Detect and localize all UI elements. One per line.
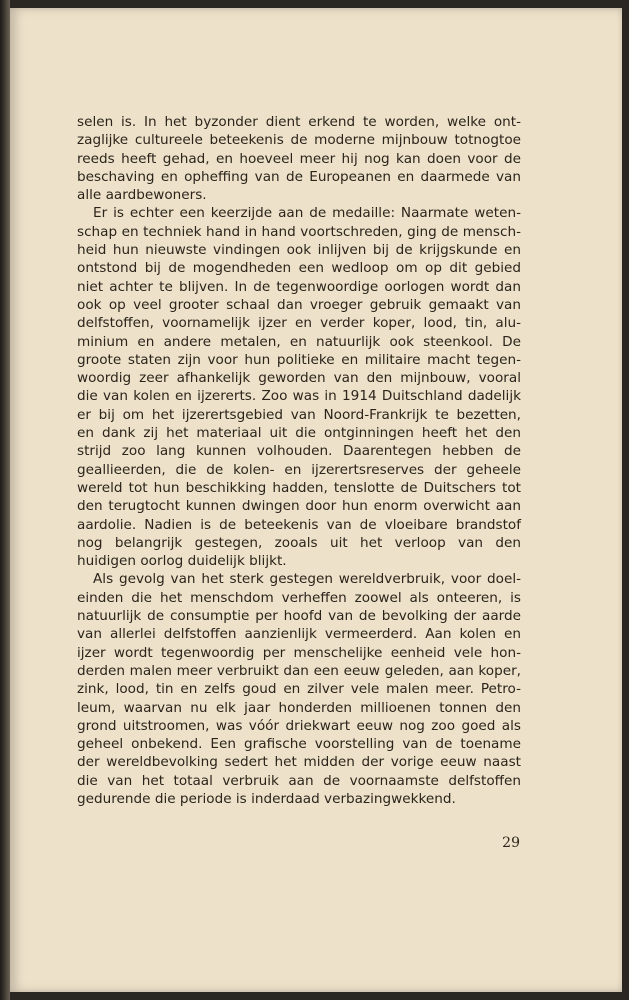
text-line: reeds heeft gehad, en hoeveel meer hij nog kan doen voor de	[77, 150, 521, 167]
text-line: die van kolen en ijzererts. Zoo was in 1914 Duitschland dadelijk	[77, 388, 521, 405]
text-line: huidigen oorlog duidelijk blijkt.	[77, 553, 287, 570]
text-line: delfstoffen, voornamelijk ijzer en verder koper, lood, tin, alu-	[77, 315, 521, 332]
text-line: groote staten zijn voor hun politieke en militaire macht tegen-	[77, 351, 521, 368]
paragraph-3	[77, 570, 521, 808]
text-line: selen is. In het byzonder dient erkend te worden, welke ont-	[77, 114, 521, 130]
text-line: beschaving en opheffing van de Europeanen en daarmede van	[77, 168, 521, 185]
text-line: die van het totaal verbruik aan de voornaamste delfstoffen	[77, 772, 521, 789]
text-line: van allerlei delfstoffen aanzienlijk vermeerderd. Aan kolen en	[77, 626, 521, 643]
text-line: einden die het menschdom verheffen zoowel als onteeren, is	[77, 589, 521, 606]
text-line: strijd zoo lang kunnen volhouden. Daarentegen hebben de	[77, 443, 521, 460]
text-line: ontstond bij de mogendheden een wedloop om op dit gebied	[77, 260, 521, 277]
text-line: geallieerden, die de kolen- en ijzerertsreserves der geheele	[77, 461, 521, 478]
text-line: alle aardbewoners.	[77, 187, 207, 204]
text-line: heid hun nieuwste vindingen ook inlijven bij de krijgskunde en	[77, 242, 521, 259]
text-line: zaglijke cultureele beteekenis de moderne mijnbouw totnogtoe	[77, 132, 521, 149]
paragraph-1	[77, 113, 521, 204]
text-line: natuurlijk de consumptie per hoofd van de bevolking der aarde	[77, 608, 521, 625]
text-line: leum, waarvan nu elk jaar honderden millioenen tonnen den	[77, 699, 521, 716]
text-line: minium en andere metalen, en natuurlijk ook steenkool. De	[77, 333, 521, 350]
text-line: der wereldbevolking sedert het midden der vorige eeuw naast	[77, 754, 521, 771]
text-line: zink, lood, tin en zelfs goud en zilver vele malen meer. Petro-	[77, 681, 521, 698]
text-line: woordig zeer afhankelijk geworden van den mijnbouw, vooral	[77, 370, 521, 387]
text-line: nog belangrijk gestegen, zooals uit het verloop van den	[77, 534, 521, 551]
text-line: ook op veel grooter schaal dan vroeger gebruik gemaakt van	[77, 296, 521, 313]
text-line: Er is echter een keerzijde aan de medaille: Naarmate weten-	[93, 205, 521, 222]
text-line: schap en techniek hand in hand voortschreden, ging de mensch-	[77, 223, 521, 240]
book-spine-edge	[0, 0, 10, 1000]
text-line: grond uitstroomen, was vóór driekwart eeuw nog zoo goed als	[77, 717, 521, 734]
book-page	[10, 8, 622, 992]
text-line: geheel onbekend. Een grafische voorstelling van de toename	[77, 736, 521, 753]
paragraph-2	[77, 204, 521, 570]
text-line: niet achter te blijven. In de tegenwoordige oorlogen wordt dan	[77, 278, 521, 295]
page-number: 29	[502, 835, 520, 851]
body-text	[77, 113, 521, 808]
text-line: wereld tot hun beschikking hadden, tenslotte de Duitschers tot	[77, 479, 521, 496]
text-line: en dank zij het materiaal uit die ontginningen heeft het den	[77, 425, 521, 442]
text-line: derden malen meer verbruikt dan een eeuw geleden, aan koper,	[77, 662, 521, 679]
text-line: den terugtocht kunnen dwingen door hun enorm overwicht aan	[77, 498, 521, 515]
text-line: ijzer wordt tegenwoordig per menschelijke eenheid vele hon-	[77, 644, 521, 661]
text-line: Als gevolg van het sterk gestegen wereldverbruik, voor doel-	[93, 571, 521, 588]
text-line: gedurende die periode is inderdaad verbazingwekkend.	[77, 790, 456, 807]
text-line: aardolie. Nadien is de beteekenis van de vloeibare brandstof	[77, 516, 521, 533]
text-line: er bij om het ijzerertsgebied van Noord-Frankrijk te bezetten,	[77, 406, 521, 423]
